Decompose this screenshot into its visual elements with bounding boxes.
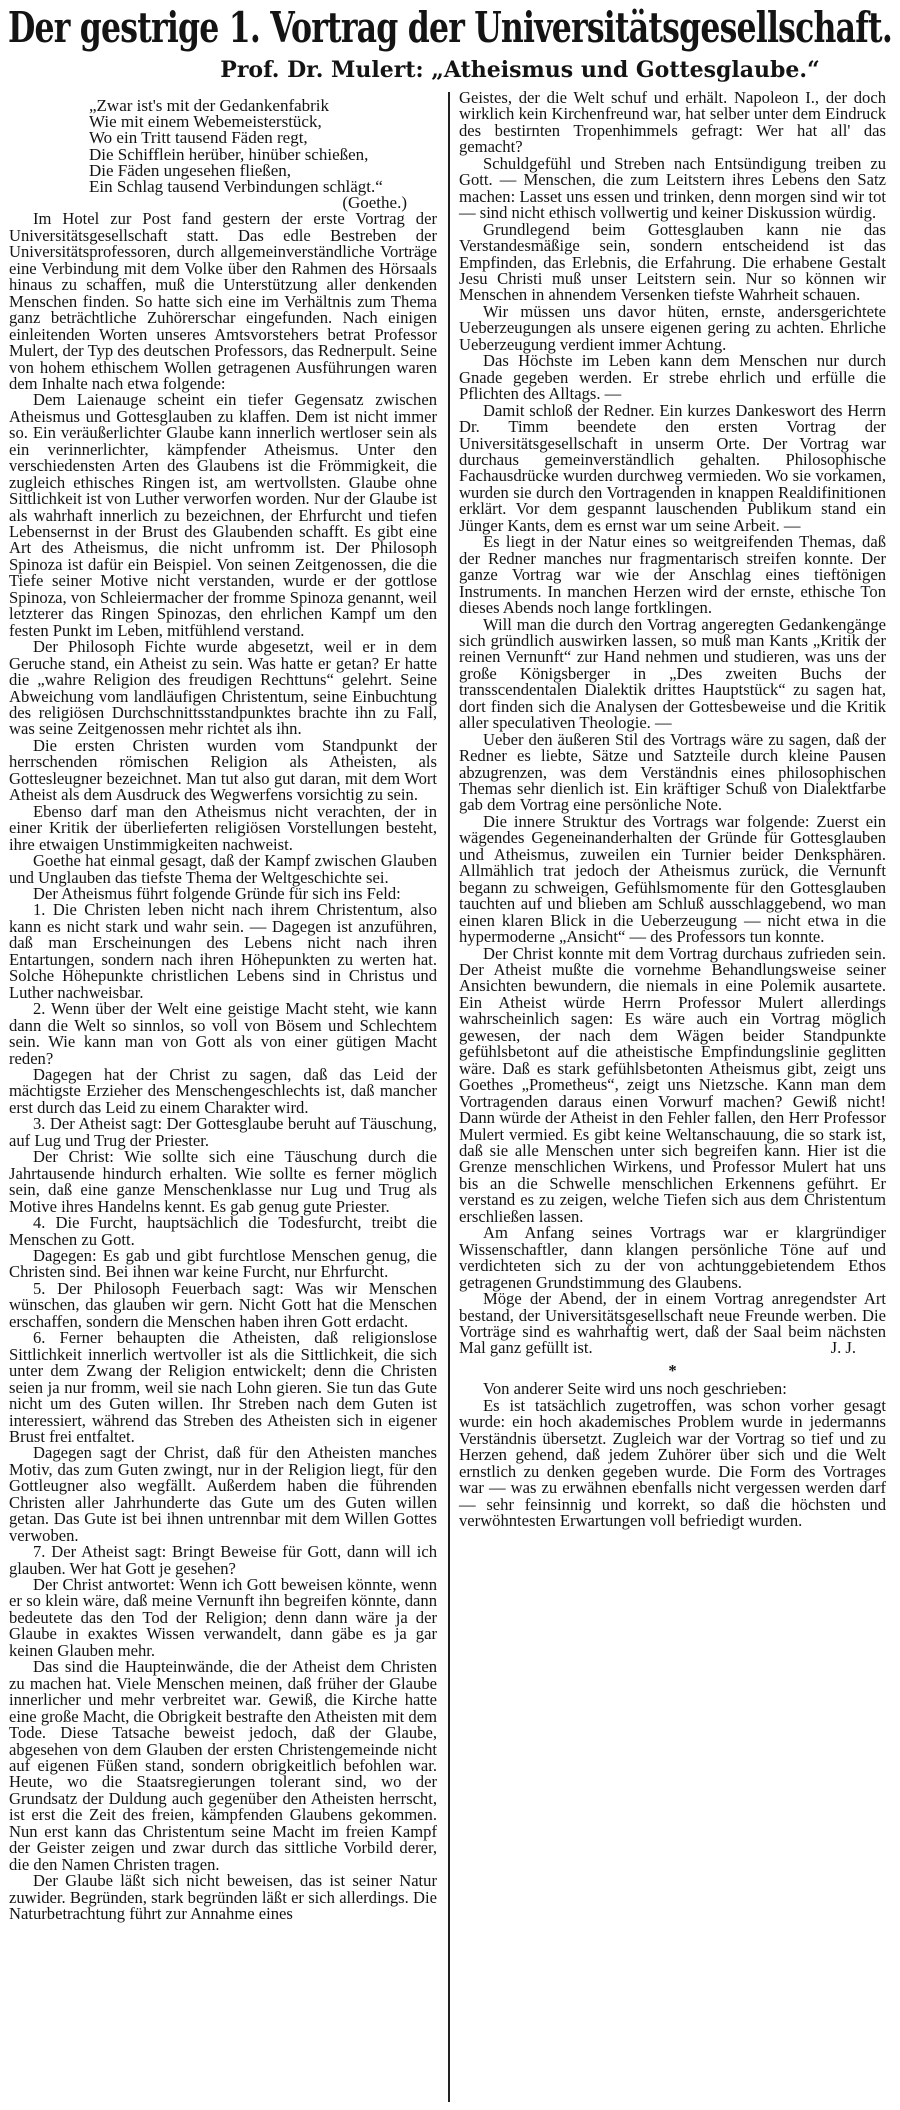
poem-line: Wie mit einem Webemeisterstück,: [89, 112, 322, 132]
paragraph: Es liegt in der Natur eines so weitgreifenden Themas, daß der Redner manches nur fragmentarisch streifen konnte. Der ganze Vortrag war wie der Anschlag eines tieftönigen Instruments. In manchen Herzen wird der ernste, ethische Ton dieses Abends noch lange fortklingen.: [459, 532, 886, 618]
paragraph: Wir müssen uns davor hüten, ernste, andersgerichtete Ueberzeugungen als unsere eigenen gering zu achten. Ehrliche Ueberzeugung verdient immer Achtung.: [459, 301, 886, 354]
subheadline: Prof. Dr. Mulert: „Atheismus und Gottesglaube.“: [220, 57, 820, 83]
closing-text: Möge der Abend, der in einem Vortrag anregendster Art bestand, der Universitätsgesellschaft neue Freunde werben. Die Vorträge sind es wahrhaftig wert, daß der Saal beim nächsten Mal ganz gefüllt ist.: [459, 1289, 886, 1358]
author-signature: J. J.: [830, 1338, 856, 1358]
paragraph: Damit schloß der Redner. Ein kurzes Dankeswort des Herrn Dr. Timm beendete den ersten Vortrag der Universitätsgesellschaft in unserm Orte. Der Vortrag war durchaus gemeinverständlich gehalten. Philosophische Fachausdrücke wurden durchweg vermieden. Wo sie vorkamen, wurden sie durch den Vortragenden in knappen Realdifinitionen erklärt. Vor dem gespannt lauschenden Publikum stand ein Jünger Kants, dem es ernst war um seine Arbeit. —: [459, 400, 886, 535]
paragraph: Dagegen hat der Christ zu sagen, daß das Leid der mächtigste Erzieher des Menschengeschlechts ist, daß mancher erst durch das Leid zu einem Charakter wird.: [9, 1064, 437, 1117]
paragraph: 3. Der Atheist sagt: Der Gottesglaube beruht auf Täuschung, auf Lug und Trug der Priester.: [9, 1114, 437, 1150]
paragraph: Der Philosoph Fichte wurde abgesetzt, weil er in dem Geruche stand, ein Atheist zu sein. Was hatte er getan? Er hatte die „wahre Religion des freudigen Rechttuns“ gelehrt. Seine Abweichung vom landläufigen Christentum, seine Einbuchtung des religiösen Durchschnittsstandpunktes brachte ihn zu Fall, was seine Zeitgenossen mehr richtet als ihn.: [9, 637, 437, 739]
paragraph: 5. Der Philosoph Feuerbach sagt: Was wir Menschen wünschen, das glauben wir gern. Nicht Gott hat die Menschen erschaffen, sondern die Menschen haben ihren Gott erdacht.: [9, 1278, 437, 1331]
paragraph: Der Christ antwortet: Wenn ich Gott beweisen könnte, wenn er so klein wäre, daß meine Vernunft ihn begreifen könnte, dann bedeutete das den Tod der Religion; denn dann wäre ja der Glaube in exaktes Wissen verwandelt, dann gäbe es ja gar keinen Glauben mehr.: [9, 1575, 437, 1660]
poem-line: Die Fäden ungesehen fließen,: [89, 160, 292, 180]
second-report-intro: Von anderer Seite wird uns noch geschrieben:: [483, 1379, 787, 1399]
paragraph: Ueber den äußeren Stil des Vortrags wäre zu sagen, daß der Redner es liebte, Sätze und Satzteile durch kleine Pausen abzugrenzen, was dem Verständnis eines philosophischen Themas sehr dienlich ist. Ein kräftiger Schuß von Dialektfarbe gab dem Vortrag eine persönliche Note.: [459, 729, 886, 815]
paragraph: Das sind die Haupteinwände, die der Atheist dem Christen zu machen hat. Viele Menschen meinen, daß früher der Glaube innerlicher und mehr verbreitet war. Gewiß, die Kirche hatte eine große Macht, die Obrigkeit bestrafte den Atheisten mit dem Tode. Diese Tatsache beweist jedoch, daß der Glaube, abgesehen von dem Glauben der ersten Christengemeinde nicht auf eigenen Füßen stand, sondern obrigkeitlich befohlen war. Heute, wo die Staatsregierungen tolerant sind, wo der Grundsatz der Duldung auch gegenüber den Atheisten herrscht, ist erst die Zeit des freien, kämpfenden Glaubens gekommen. Nun erst kann das Christentum seine Macht im freien Kampf der Geister zeigen und zwar durch das sittliche Vorbild derer, die den Namen Christen tragen.: [9, 1657, 437, 1874]
column-divider: [448, 92, 450, 2102]
poem-line: Wo ein Tritt tausend Fäden regt,: [89, 128, 308, 148]
subheadline-area: [140, 56, 900, 86]
poem-line: „Zwar ist's mit der Gedankenfabrik: [89, 96, 330, 115]
closing-paragraph: [459, 1291, 886, 1357]
paragraph: Ebenso darf man den Atheismus nicht verachten, der in einer Kritik der überlieferten religiösen Vorstellungen besteht, ihre etwaigen Unstimmigkeiten nachweist.: [9, 801, 437, 854]
paragraph: Der Christ konnte mit dem Vortrag durchaus zufrieden sein. Der Atheist mußte die vornehme Behandlungsweise seiner Ansichten bewundern, die niemals in eine Polemik ausartete. Ein Atheist würde Herrn Professor Mulert allerdings wahrscheinlich sagen: Es wäre auch ein Vortrag möglich gewesen, der nach dem Wägen beider Standpunkte gefühlsbetont auf die atheistische Empfindungslinie geglitten wäre. Daß es stark gefühlsbetonten Atheismus gibt, zeigt uns Goethes „Prometheus“, zeigt uns Nietzsche. Kann man dem Vortragenden daraus einen Vorwurf machen? Gewiß nicht! Dann würde der Atheist in den Fehler fallen, den Herr Professor Mulert vermied. Es gibt keine Weltanschauung, die so stark ist, daß sie alle Menschen unter sich begreifen kann. Hier ist die Grenze menschlichen Wirkens, und Professor Mulert hat uns bis an die Schwelle menschlichen Erkennens geführt. Er verstand es zu zeigen, welche Tiefen sich aus dem Christentum erschließen lassen.: [459, 943, 886, 1226]
paragraph: 4. Die Furcht, hauptsächlich die Todesfurcht, treibt die Menschen zu Gott.: [9, 1213, 437, 1249]
paragraph: Das Höchste im Leben kann dem Menschen nur durch Gnade gegeben werden. Er strebe ehrlich und erfülle die Pflichten des Alltags. —: [459, 351, 886, 404]
paragraph: Will man die durch den Vortrag angeregten Gedankengänge sich gründlich auswirken lassen, so muß man Kants „Kritik der reinen Vernunft“ zur Hand nehmen und studieren, was uns der große Königsberger in „Des zweiten Buchs der transscendentalen Dialektik drittes Hauptstück“ zu sagen hat, dort finden sich die Analysen der Gottesbeweise und die Kritik aller speculativen Theologie. —: [459, 614, 886, 733]
paragraph: Im Hotel zur Post fand gestern der erste Vortrag der Universitätsgesellschaft statt. Das edle Bestreben der Universitätsprofessoren, durch allgemeinverständliche Vorträge eine Verbindung mit dem Volke über den Rahmen des Hörsaals hinaus zu schaffen, muß die Unterstützung aller denkenden Menschen finden. So hatte sich eine im Verhältnis zum Thema ganz beträchtliche Zuhörerschar eingefunden. Nach einigen einleitenden Worten unseres Amtsvorstehers betrat Professor Mulert, der Typ des deutschen Professors, das Rednerpult. Seine von hohem ethischem Wollen getragenen Ausführungen waren dem Inhalte nach etwa folgende:: [9, 209, 437, 393]
paragraph: Geistes, der die Welt schuf und erhält. Napoleon I., der doch wirklich kein Kirchenfreund war, hat selber unter dem Eindruck des bestirnten Tropenhimmels gefragt: Wer hat all' das gemacht?: [459, 88, 886, 157]
headline-area: [0, 0, 900, 54]
poem-line: Die Schifflein herüber, hinüber schießen,: [89, 144, 369, 164]
paragraph: Am Anfang seines Vortrags war er klargründiger Wissenschaftler, dann klangen persönliche Töne auf und verdichteten sich zu der von achtunggebietendem Ethos getragenen Grundstimmung des Glaubens.: [459, 1223, 886, 1292]
paragraph: Dagegen sagt der Christ, daß für den Atheisten manches Motiv, das zum Guten zwingt, nur in der Religion liegt, für den Gottleugner also wegfällt. Außerdem haben die führenden Christen aller Jahrhunderte das Gute um des Guten willen getan. Das Gute ist bei ihnen untrennbar mit dem Willen Gottes verwoben.: [9, 1443, 437, 1545]
headline: Der gestrige 1. Vortrag der Universitätsgesellschaft.: [7, 3, 893, 53]
paragraph: Dem Laienauge scheint ein tiefer Gegensatz zwischen Atheismus und Gottesglauben zu klaffen. Dem ist nicht immer so. Ein veräußerlichter Glaube kann innerlich wertloser sein als ein verinnerlichter, kämpfender Atheismus. Unter den verschiedensten Arten des Glaubens ist die Frömmigkeit, die zugleich ethisches Ringen ist, am wertvollsten. Glaube ohne Sittlichkeit ist von Luther verworfen worden. Nur der Glaube ist als wahrhaft innerlich zu bezeichnen, der Ehrfurcht und tiefen Lebensernst in der Brust des Glaubenden schafft. Es gibt eine Art des Atheismus, die nicht unfromm ist. Der Philosoph Spinoza ist dafür ein Beispiel. Von seinen Zeitgenossen, die die Tiefe seiner Motive nicht verstanden, wurde er der gottlose Spinoza, von Schleiermacher der fromme Spinoza genannt, weil letzterer das Ringen Spinozas, den ehrlichen Kampf um den festen Punkt im Leben, mitfühlend verstand.: [9, 390, 437, 640]
left-column: [9, 90, 437, 1923]
poem-source: (Goethe.): [342, 193, 407, 213]
poem-line: Ein Schlag tausend Verbindungen schlägt.“: [89, 177, 383, 197]
second-report-text: Es ist tatsächlich zugetroffen, was schon vorher gesagt wurde: ein hoch akademisches Problem wurde in jedermanns Verständnis übersetzt. Zugleich war der Vortrag so tief und zu Herzen gehend, daß jedem Zuhörer über sich und die Welt ernstlich zu denken gegeben wurde. Die Form des Vortrages war — was zu erwähnen ebenfalls nicht vergessen werden darf — sehr feinsinnig und korrekt, so daß die höchsten und verwöhntesten Erwartungen voll befriedigt wurden.: [459, 1395, 886, 1530]
paragraph: Der Christ: Wie sollte sich eine Täuschung durch die Jahrtausende hindurch erhalten. Wie sollte es ferner möglich sein, daß eine ganze Menschenklasse nur Lug und Trug als Motive ihres Handelns kennt. Es gab genug gute Priester.: [9, 1147, 437, 1216]
left-paragraphs: [9, 211, 437, 1922]
paragraph: 1. Die Christen leben nicht nach ihrem Christentum, also kann es nicht stark und wahr sein. — Dagegen ist anzuführen, daß man Erscheinungen des Lebens nicht nach ihren Entartungen, sondern nach ihren Höhepunkten zu werten hat. Solche Höhepunkte christlichen Lebens sind in Christus und Luther nachweisbar.: [9, 900, 437, 1002]
paragraph: Schuldgefühl und Streben nach Entsündigung treiben zu Gott. — Menschen, die zum Leitstern ihres Lebens den Satz machen: Lasset uns essen und trinken, denn morgen sind wir tot — sind nicht ethisch vollwertig und keiner Diskussion würdig.: [459, 153, 886, 223]
paragraph: Der Glaube läßt sich nicht beweisen, das ist seiner Natur zuwider. Begründen, stark begründen läßt er sich allerdings. Die Naturbetrachtung führt zur Annahme eines: [9, 1871, 437, 1924]
paragraph: 2. Wenn über der Welt eine geistige Macht steht, wie kann dann die Welt so sinnlos, so voll von Bösem und Schlechtem sein. Wie kann man von Gott als von einer gütigen Macht reden?: [9, 999, 437, 1068]
paragraph: Die innere Struktur des Vortrags war folgende: Zuerst ein wägendes Gegeneinanderhalten der Gründe für Gottesglauben und Atheismus, zuweilen ein Turnier beider Denksphären. Allmählich trat jedoch der Atheismus zurück, die Vernunft begann zu schweigen, Gefühlsmomente für den Gottesglauben tauchten auf und blieben am Schluß ausschlaggebend, wo man einen klaren Blick in die Ueberzeugung — nicht etwa in die hypermoderne „Ansicht“ — des Professors tun konnte.: [459, 811, 886, 947]
paragraph: Der Atheismus führt folgende Gründe für sich ins Feld:: [33, 884, 401, 903]
paragraph: Dagegen: Es gab und gibt furchtlose Menschen genug, die Christen sind. Bei ihnen war keine Furcht, nur Ehrfurcht.: [9, 1245, 437, 1282]
paragraph: Goethe hat einmal gesagt, daß der Kampf zwischen Glauben und Unglauben das tiefste Thema der Weltgeschichte sei.: [9, 851, 437, 887]
right-paragraphs: [459, 153, 886, 1292]
paragraph: 7. Der Atheist sagt: Bringt Beweise für Gott, dann will ich glauben. Wer hat Gott je gesehen?: [9, 1542, 437, 1578]
paragraph: Die ersten Christen wurden vom Standpunkt der herrschenden römischen Religion als Atheisten, als Gottesleugner bezeichnet. Man tut also gut daran, mit dem Wort Atheist als dem Ausdruck des Wegwerfens vorsichtig zu sein.: [9, 735, 437, 805]
paragraph: Grundlegend beim Gottesglauben kann nie das Verstandesmäßige sein, sondern entscheidend ist das Empfinden, das Erlebnis, die Erfahrung. Die erhabene Gestalt Jesu Christi muß unser Leitstern sein. Nur so können wir Menschen in ahnendem Versenken tiefste Wahrheit schauen.: [459, 219, 886, 305]
paragraph: 6. Ferner behaupten die Atheisten, daß religionslose Sittlichkeit innerlich wertvoller ist als die Sittlichkeit, die sich unter dem Zwang der Religion entwickelt; denn die Christen seien ja nur fromm, weil sie nach Lohn gieren. Sie tun das Gute nicht um des Guten willen. Ihr Streben nach dem Guten ist interessiert, während das Streben des Atheisten sich in eigener Brust frei entfaltet.: [9, 1328, 437, 1446]
section-separator: *: [668, 1360, 677, 1380]
goethe-epigraph: [89, 98, 437, 211]
right-column: [459, 90, 886, 1529]
